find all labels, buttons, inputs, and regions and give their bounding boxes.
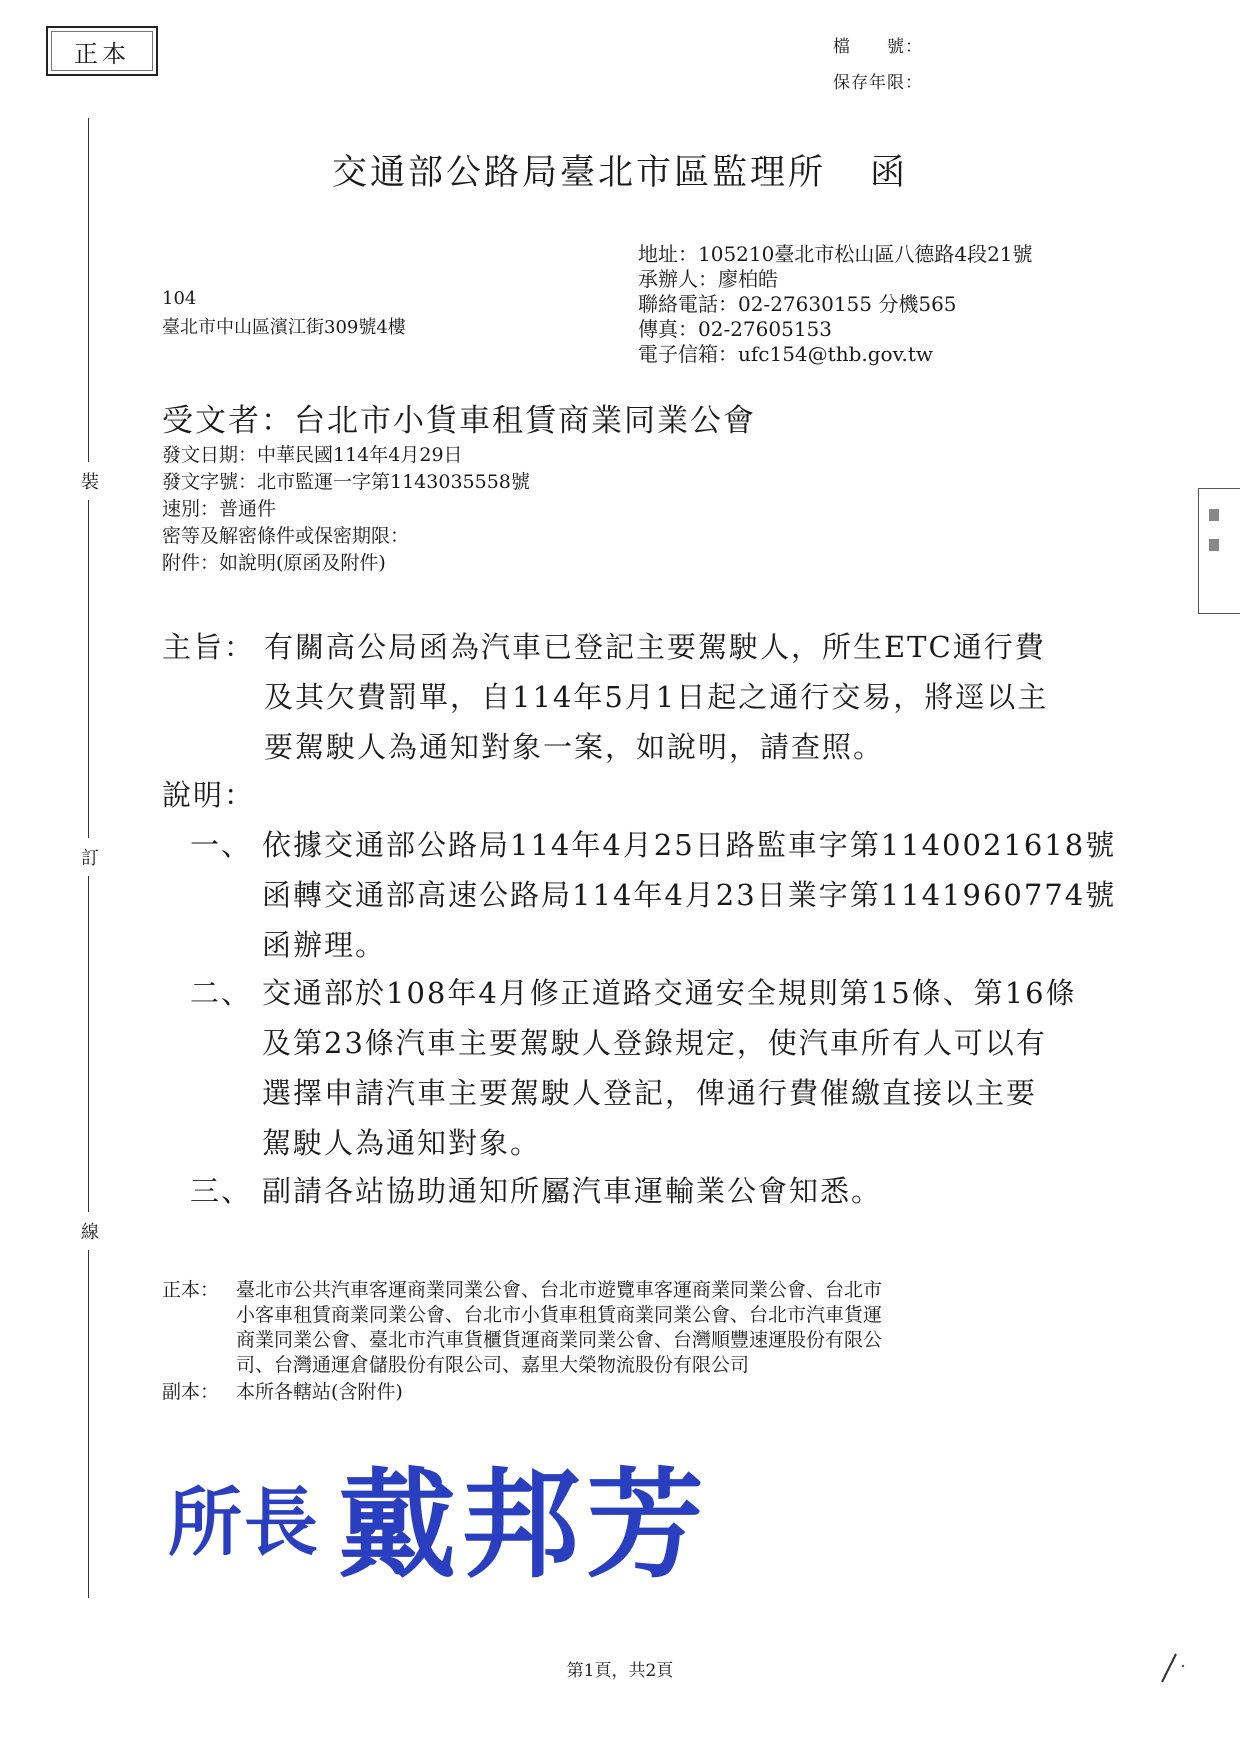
distribution-section <box>162 1278 1122 1405</box>
issuing-agency: 交通部公路局臺北市區監理所 <box>331 153 826 193</box>
description-item <box>190 1166 1120 1216</box>
binding-mark-bind: 訂 <box>79 838 101 876</box>
copy-recipients-label: 副本： <box>162 1381 220 1403</box>
item-line: 及第23條汽車主要駕駛人登錄規定，使汽車所有人可以有 <box>262 1026 1047 1060</box>
original-recipients-line: 臺北市公共汽車客運商業同業公會、台北市遊覽車客運商業同業公會、台北市 <box>236 1279 883 1301</box>
document-title <box>0 145 1240 195</box>
original-recipients <box>236 1278 1122 1378</box>
document-meta <box>162 442 530 577</box>
retention-period-label: 保存年限： <box>833 73 923 93</box>
page-number: 第1頁，共2頁 <box>566 1661 674 1681</box>
item-number: 一、 <box>190 828 253 862</box>
description-item <box>190 820 1120 970</box>
delivery-speed: 速別：普通件 <box>162 498 277 520</box>
subject-line: 及其欠費罰單，自114年5月1日起之通行交易，將逕以主 <box>264 680 1049 714</box>
director-signature-stamp <box>168 1448 728 1598</box>
sender-email: 電子信箱：ufc154@thb.gov.tw <box>638 342 934 366</box>
sender-fax: 傳真：02-27605153 <box>638 317 833 341</box>
original-recipients-line: 商業同業公會、臺北市汽車貨櫃貨運商業同業公會、台灣順豐速運股份有限公 <box>236 1329 883 1351</box>
binding-mark-install: 裝 <box>79 462 101 500</box>
secrecy-level: 密等及解密條件或保密期限： <box>162 525 410 547</box>
subject-label: 主旨： <box>162 630 256 664</box>
receiver-postal-code: 104 <box>162 288 197 309</box>
document-type: 函 <box>870 153 909 193</box>
item-line: 交通部於108年4月修正道路交通安全規則第15條、第16條 <box>262 976 1077 1010</box>
pen-stroke-mark <box>1156 1648 1186 1684</box>
item-line: 函辦理。 <box>262 928 387 962</box>
svg-text:戴邦芳: 戴邦芳 <box>338 1455 711 1594</box>
recipient: 受文者：台北市小貨車租賃商業同業公會 <box>162 403 756 439</box>
receiver-address: 臺北市中山區濱江街309號4樓 <box>162 317 406 338</box>
subject-line: 要駕駛人為通知對象一案，如說明，請查照。 <box>264 730 885 764</box>
attached-tab-edge <box>1198 488 1240 614</box>
copy-type-text: 正本 <box>74 39 130 68</box>
sender-address: 地址：105210臺北市松山區八德路4段21號 <box>638 242 1033 266</box>
sender-phone: 聯絡電話：02-27630155 分機565 <box>638 292 957 316</box>
item-number: 二、 <box>190 976 253 1010</box>
original-recipients-line: 司、台灣通運倉儲股份有限公司、嘉里大榮物流股份有限公司 <box>236 1354 750 1376</box>
original-recipients-label: 正本： <box>162 1279 220 1301</box>
binding-mark-line: 線 <box>79 1212 101 1250</box>
copy-type-label <box>46 26 158 76</box>
file-number-label: 檔 號： <box>833 37 923 57</box>
subject-line: 有關高公局函為汽車已登記主要駕駛人，所生ETC通行費 <box>264 630 1046 664</box>
attachment: 附件：如說明(原函及附件) <box>162 552 386 574</box>
subject-section <box>162 622 1122 772</box>
sender-info <box>638 242 1033 367</box>
svg-text:所長: 所長 <box>168 1480 320 1566</box>
sender-officer: 承辦人：廖柏皓 <box>638 267 778 291</box>
document-number: 發文字號：北市監運一字第1143035558號 <box>162 471 530 493</box>
item-line: 選擇申請汽車主要駕駛人登記，俾通行費催繳直接以主要 <box>262 1076 1038 1110</box>
item-number: 三、 <box>190 1174 253 1208</box>
description-item <box>190 968 1120 1168</box>
item-line: 函轉交通部高速公路局114年4月23日業字第1141960774號 <box>262 878 1117 912</box>
issue-date: 發文日期：中華民國114年4月29日 <box>162 444 463 466</box>
item-line: 依據交通部公路局114年4月25日路監車字第1140021618號 <box>262 828 1117 862</box>
copy-recipients: 本所各轄站(含附件) <box>236 1381 403 1403</box>
item-line: 駕駛人為通知對象。 <box>262 1126 542 1160</box>
item-line: 副請各站協助通知所屬汽車運輸業公會知悉。 <box>262 1174 883 1208</box>
original-recipients-line: 小客車租賃商業同業公會、台北市小貨車租賃商業同業公會、台北市汽車貨運 <box>236 1304 883 1326</box>
description-label: 說明： <box>162 778 256 812</box>
